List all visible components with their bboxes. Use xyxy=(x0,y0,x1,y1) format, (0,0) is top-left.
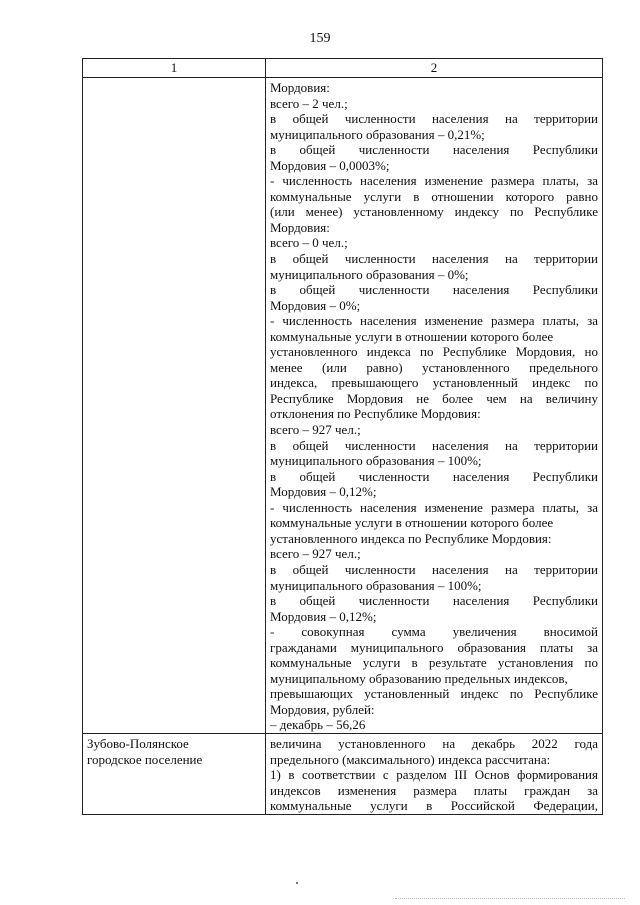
row2-text-block xyxy=(270,736,598,814)
text-line: в общей численности населения Республики xyxy=(270,593,598,609)
column-header-1: 1 xyxy=(83,59,266,78)
scan-bleed-line xyxy=(395,894,625,899)
text-line: муниципального образования – 100%; xyxy=(270,453,482,469)
text-line: (или менее) установленному индексу по Республике xyxy=(270,204,598,220)
text-line: предельного (максимального) индекса рассчитана: xyxy=(270,751,551,767)
text-line: муниципальному образованию предельных индексов, xyxy=(270,670,568,686)
text-line: Мордовия: xyxy=(270,80,330,95)
text-line: муниципального образования – 100%; xyxy=(270,577,482,593)
text-line: индекса, превышающего установленный индекс по xyxy=(270,375,598,391)
text-line: Мордовия – 0,12%; xyxy=(270,484,377,500)
text-line: - численность населения изменение размера платы, за xyxy=(270,173,598,189)
data-table xyxy=(82,58,603,815)
text-line: коммунальные услуги в результате установления по xyxy=(270,655,598,671)
row2-col2-cell xyxy=(266,733,603,814)
text-line: Мордовия, рублей: xyxy=(270,701,375,717)
text-line: в общей численности населения Республики xyxy=(270,468,598,484)
text-line: в общей численности населения на территории xyxy=(270,561,598,577)
row1-col2-cell xyxy=(266,78,603,734)
text-line: муниципального образования – 0%; xyxy=(270,266,469,282)
text-line: всего – 0 чел.; xyxy=(270,235,348,251)
text-line: отклонения по Республике Мордовия: xyxy=(270,406,481,422)
municipality-name-line: городское поселение xyxy=(87,751,203,767)
text-line: - численность населения изменение размера платы, за xyxy=(270,499,598,515)
text-line: превышающих установленный индекс по Республике xyxy=(270,686,598,702)
row2-col1-cell xyxy=(83,733,266,814)
text-line: в общей численности населения на территории xyxy=(270,437,598,453)
text-line: в общей численности населения Республики xyxy=(270,282,598,298)
municipality-name-line: Зубово-Полянское xyxy=(87,735,189,751)
text-line: всего – 2 чел.; xyxy=(270,95,348,111)
table-row xyxy=(83,733,603,814)
text-line: установленного индекса по Республике Мордовия, но xyxy=(270,344,598,360)
page-number: 159 xyxy=(309,31,331,46)
text-line: в общей численности населения на территории xyxy=(270,251,598,267)
text-line: - совокупная сумма увеличения вносимой xyxy=(270,624,598,640)
table-header-row xyxy=(83,59,603,78)
text-line: Республике Мордовия не более чем на величину xyxy=(270,390,598,406)
text-line: Мордовия: xyxy=(270,219,330,235)
text-line: муниципального образования – 0,21%; xyxy=(270,126,485,142)
text-line: коммунальные услуги в отношении которого более xyxy=(270,515,554,531)
scan-speck xyxy=(296,882,298,884)
row1-col1-cell xyxy=(83,78,266,734)
text-line: - численность населения изменение размера платы, за xyxy=(270,313,598,329)
text-line: – декабрь – 56,26 xyxy=(270,717,366,733)
text-line: всего – 927 чел.; xyxy=(270,422,361,438)
text-line: Мордовия – 0,0003%; xyxy=(270,157,390,173)
text-line: в общей численности населения Республики xyxy=(270,142,598,158)
row1-text-block xyxy=(270,80,598,733)
column-header-2: 2 xyxy=(266,59,603,78)
text-line: в общей численности населения на территории xyxy=(270,111,598,127)
text-line: менее (или равно) установленного предельного xyxy=(270,359,598,375)
text-line: гражданами муниципального образования платы за xyxy=(270,639,598,655)
text-line: коммунальные услуги в отношении которого равно xyxy=(270,188,598,204)
text-line: всего – 927 чел.; xyxy=(270,546,361,562)
text-line: коммунальные услуги в отношении которого более xyxy=(270,328,554,344)
text-line: установленного индекса по Республике Мордовия: xyxy=(270,530,552,546)
text-line: Мордовия – 0,12%; xyxy=(270,608,377,624)
text-line: 1) в соответствии с разделом III Основ формирования xyxy=(270,767,598,783)
table-row xyxy=(83,78,603,734)
text-line: величина установленного на декабрь 2022 года xyxy=(270,735,598,751)
text-line: коммунальные услуги в Российской Федерации, xyxy=(270,798,598,814)
text-line: Мордовия – 0%; xyxy=(270,297,361,313)
text-line: индексов изменения размера платы граждан за xyxy=(270,782,598,798)
